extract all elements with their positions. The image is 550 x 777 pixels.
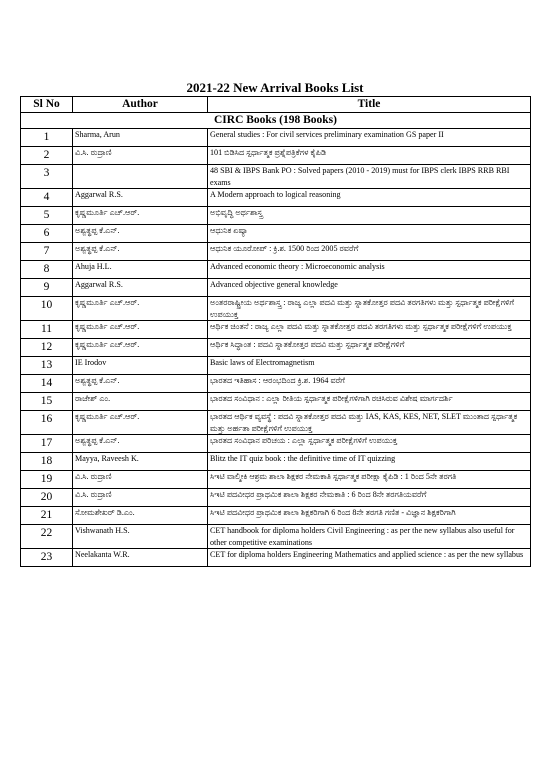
- table-row: [21, 375, 531, 393]
- sl-cell: 17: [21, 435, 73, 453]
- title-cell: ಸಿಇಟಿ ಪದವೀಧರ ಪ್ರಾಥಮಿಕ ಶಾಲಾ ಶಿಕ್ಷಕರಿಗಾಗಿ 6 ರಿಂದ 8ನೇ ತರಗತಿ ಗಣಿತ - ವಿಜ್ಞಾನ ಶಿಕ್ಷಕರಿಗಾಗಿ: [208, 507, 531, 525]
- author-cell: ಅಶ್ವತ್ಥಪ್ಪ ಕೆ.ಎನ್.: [73, 375, 208, 393]
- table-row: [21, 525, 531, 549]
- sl-cell: 13: [21, 357, 73, 375]
- table-header-row: [21, 97, 531, 113]
- title-cell: ಆರ್ಥಿಕ ಚಿಂತನೆ : ರಾಜ್ಯ ಎಲ್ಲಾ ಪದವಿ ಮತ್ತು ಸ್ನಾತಕೋತ್ತರ ಪದವಿ ತರಗತಿಗಳು ಮತ್ತು ಸ್ಪರ್ಧಾತ್ಮಕ ಪರೀಕ್ಷೆಗಳಿಗೆ ಉಪಯುಕ್ತ: [208, 321, 531, 339]
- title-cell: Advanced economic theory : Microeconomic analysis: [208, 261, 531, 279]
- table-row: [21, 261, 531, 279]
- sl-cell: 2: [21, 147, 73, 165]
- table-row: [21, 279, 531, 297]
- title-cell: CET for diploma holders Engineering Mathematics and applied science : as per the new syllabus: [208, 549, 531, 567]
- title-cell: ಭಾರತದ ಸಂವಿಧಾನ : ಎಲ್ಲಾ ರೀತಿಯ ಸ್ಪರ್ಧಾತ್ಮಕ ಪರೀಕ್ಷೆಗಳಿಗಾಗಿ ರಚಿಸಿರುವ ವಿಶೇಷ ಮಾರ್ಗದರ್ಶಿ: [208, 393, 531, 411]
- title-cell: ಸಿಇಟಿ ಪದವೀಧರ ಪ್ರಾಥಮಿಕ ಶಾಲಾ ಶಿಕ್ಷಕರ ನೇಮಕಾತಿ : 6 ರಿಂದ 8ನೇ ತರಗತಿಯವರೆಗೆ: [208, 489, 531, 507]
- sl-cell: 21: [21, 507, 73, 525]
- table-row: [21, 453, 531, 471]
- title-cell: A Modern approach to logical reasoning: [208, 189, 531, 207]
- header-author: Author: [73, 97, 208, 113]
- author-cell: ಕೃಷ್ಣಮೂರ್ತಿ ಎಚ್.ಆರ್.: [73, 411, 208, 435]
- table-row: [21, 207, 531, 225]
- table-row: [21, 129, 531, 147]
- sl-cell: 7: [21, 243, 73, 261]
- table-row: [21, 243, 531, 261]
- table-row: [21, 321, 531, 339]
- author-cell: Aggarwal R.S.: [73, 279, 208, 297]
- page-title: 2021-22 New Arrival Books List: [186, 80, 364, 95]
- title-cell: ಆಧುನಿಕ ಯೂರೋಪ್ : ಕ್ರಿ.ಶ. 1500 ರಿಂದ 2005 ರವರೆಗೆ: [208, 243, 531, 261]
- sl-cell: 11: [21, 321, 73, 339]
- title-cell: Advanced objective general knowledge: [208, 279, 531, 297]
- table-row: [21, 339, 531, 357]
- title-cell: ಸಿಇಟಿ ವಾಲ್ಮೀಕಿ ಆಶ್ರಮ ಶಾಲಾ ಶಿಕ್ಷಕರ ನೇಮಕಾತಿ ಸ್ಪರ್ಧಾತ್ಮಕ ಪರೀಕ್ಷಾ ಕೈಪಿಡಿ : 1 ರಿಂದ 5ನೇ ತರಗತಿ: [208, 471, 531, 489]
- table-row: [21, 393, 531, 411]
- table-row: [21, 507, 531, 525]
- books-table: [20, 96, 531, 567]
- author-cell: [73, 165, 208, 189]
- author-cell: Aggarwal R.S.: [73, 189, 208, 207]
- author-cell: ಸೋಮಶೇಖರ್ ಡಿ.ಎಂ.: [73, 507, 208, 525]
- title-cell: Basic laws of Electromagnetism: [208, 357, 531, 375]
- table-row: [21, 225, 531, 243]
- author-cell: ಅಶ್ವತ್ಥಪ್ಪ ಕೆ.ಎನ್.: [73, 435, 208, 453]
- sl-cell: 5: [21, 207, 73, 225]
- title-cell: ಭಾರತದ ಇತಿಹಾಸ : ಆರಂಭದಿಂದ ಕ್ರಿ.ಶ. 1964 ವರೆಗೆ: [208, 375, 531, 393]
- sl-cell: 14: [21, 375, 73, 393]
- sl-cell: 23: [21, 549, 73, 567]
- table-row: [21, 471, 531, 489]
- header-sl-no: Sl No: [21, 97, 73, 113]
- author-cell: ಕೃಷ್ಣಮೂರ್ತಿ ಎಚ್.ಆರ್.: [73, 339, 208, 357]
- sl-cell: 20: [21, 489, 73, 507]
- table-row: [21, 189, 531, 207]
- table-row: [21, 549, 531, 567]
- sl-cell: 10: [21, 297, 73, 321]
- title-cell: ಆಧುನಿಕ ಏಷ್ಯಾ: [208, 225, 531, 243]
- author-cell: ಕೃಷ್ಣಮೂರ್ತಿ ಎಚ್.ಆರ್.: [73, 297, 208, 321]
- author-cell: Mayya, Raveesh K.: [73, 453, 208, 471]
- sl-cell: 1: [21, 129, 73, 147]
- author-cell: ವಿ.ಸಿ. ರುದ್ರಾಣಿ: [73, 147, 208, 165]
- table-row: [21, 357, 531, 375]
- title-cell: ಭಾರತದ ಆರ್ಥಿಕ ವ್ಯವಸ್ಥೆ : ಪದವಿ ಸ್ನಾತಕೋತ್ತರ ಪದವಿ ಮತ್ತು IAS, KAS, KES, NET, SLET ಮುಂತಾದ ಸ್ಪರ್ಧಾತ್ಮಕ ಮತ್ತು ಅರ್ಹತಾ ಪರೀಕ್ಷೆಗಳಿಗೆ ಉಪಯುಕ್ತ: [208, 411, 531, 435]
- author-cell: Neelakanta W.R.: [73, 549, 208, 567]
- title-cell: ಭಾರತದ ಸಂವಿಧಾನ ಪರಿಚಯ : ಎಲ್ಲಾ ಸ್ಪರ್ಧಾತ್ಮಕ ಪರೀಕ್ಷೆಗಳಿಗೆ ಉಪಯುಕ್ತ: [208, 435, 531, 453]
- table-row: [21, 435, 531, 453]
- author-cell: ವಿ.ಸಿ. ರುದ್ರಾಣಿ: [73, 471, 208, 489]
- sl-cell: 8: [21, 261, 73, 279]
- sl-cell: 19: [21, 471, 73, 489]
- sl-cell: 3: [21, 165, 73, 189]
- title-cell: General studies : For civil services preliminary examination GS paper II: [208, 129, 531, 147]
- sl-cell: 16: [21, 411, 73, 435]
- title-cell: ಆರ್ಥಿಕ ಸಿದ್ಧಾಂತ : ಪದವಿ ಸ್ನಾತಕೋತ್ತರ ಪದವಿ ಮತ್ತು ಸ್ಪರ್ಧಾತ್ಮಕ ಪರೀಕ್ಷೆಗಳಿಗೆ: [208, 339, 531, 357]
- author-cell: ಕೃಷ್ಣಮೂರ್ತಿ ಎಚ್.ಆರ್.: [73, 207, 208, 225]
- author-cell: ರಾಜೇಶ್ ಎಂ.: [73, 393, 208, 411]
- author-cell: ಅಶ್ವತ್ಥಪ್ಪ ಕೆ.ಎನ್.: [73, 225, 208, 243]
- title-cell: 101 ಬಿಡಿಸಿದ ಸ್ಪರ್ಧಾತ್ಮಕ ಪ್ರಶ್ನೆಪತ್ರಿಕೆಗಳ ಕೈಪಿಡಿ: [208, 147, 531, 165]
- author-cell: IE Irodov: [73, 357, 208, 375]
- author-cell: Sharma, Arun: [73, 129, 208, 147]
- author-cell: Vishwanath H.S.: [73, 525, 208, 549]
- section-heading: CIRC Books (198 Books): [21, 113, 531, 129]
- table-row: [21, 165, 531, 189]
- table-row: [21, 147, 531, 165]
- table-row: [21, 297, 531, 321]
- title-cell: ಅಭಿವೃದ್ಧಿ ಅರ್ಥಶಾಸ್ತ್ರ: [208, 207, 531, 225]
- title-cell: CET handbook for diploma holders Civil Engineering : as per the new syllabus also useful for other competitive examinations: [208, 525, 531, 549]
- title-cell: 48 SBI & IBPS Bank PO : Solved papers (2010 - 2019) must for IBPS clerk IBPS RRB RBI exams: [208, 165, 531, 189]
- sl-cell: 4: [21, 189, 73, 207]
- header-title: Title: [208, 97, 531, 113]
- title-cell: Blitz the IT quiz book : the definitive time of IT quizzing: [208, 453, 531, 471]
- sl-cell: 12: [21, 339, 73, 357]
- sl-cell: 22: [21, 525, 73, 549]
- table-row: [21, 411, 531, 435]
- section-row: [21, 113, 531, 129]
- sl-cell: 18: [21, 453, 73, 471]
- author-cell: Ahuja H.L.: [73, 261, 208, 279]
- author-cell: ಅಶ್ವತ್ಥಪ್ಪ ಕೆ.ಎನ್.: [73, 243, 208, 261]
- sl-cell: 6: [21, 225, 73, 243]
- title-cell: ಅಂತರರಾಷ್ಟ್ರೀಯ ಅರ್ಥಶಾಸ್ತ್ರ : ರಾಜ್ಯ ಎಲ್ಲಾ ಪದವಿ ಮತ್ತು ಸ್ನಾತಕೋತ್ತರ ಪದವಿ ತರಗತಿಗಳು ಮತ್ತು ಸ್ಪರ್ಧಾತ್ಮಕ ಪರೀಕ್ಷೆಗಳಿಗೆ ಉಪಯುಕ್ತ: [208, 297, 531, 321]
- author-cell: ಕೃಷ್ಣಮೂರ್ತಿ ಎಚ್.ಆರ್.: [73, 321, 208, 339]
- sl-cell: 15: [21, 393, 73, 411]
- author-cell: ವಿ.ಸಿ. ರುದ್ರಾಣಿ: [73, 489, 208, 507]
- table-row: [21, 489, 531, 507]
- sl-cell: 9: [21, 279, 73, 297]
